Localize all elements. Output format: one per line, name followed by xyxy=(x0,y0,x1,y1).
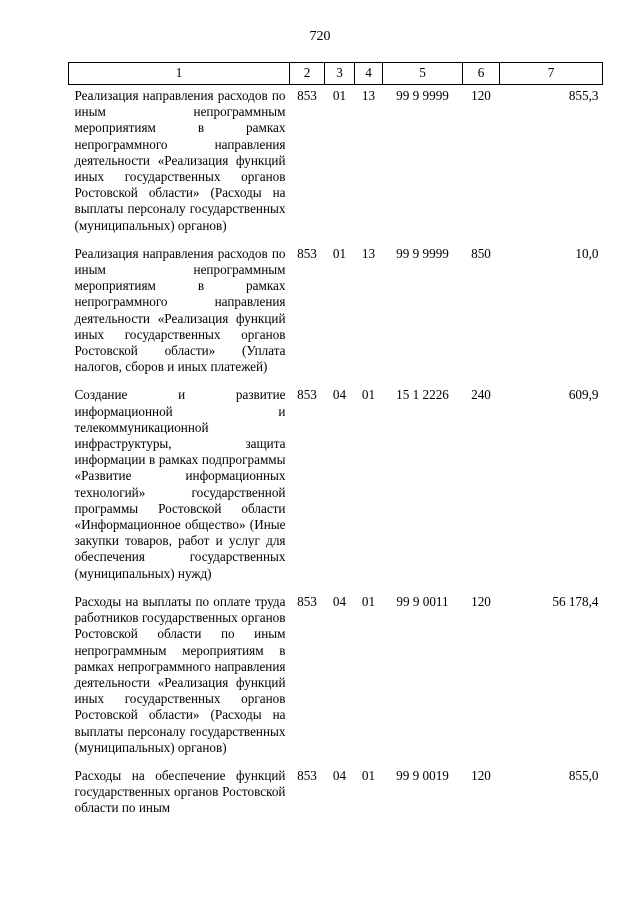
row-expense-type: 120 xyxy=(471,88,491,103)
row-ministry-code: 853 xyxy=(297,88,317,103)
row-target-article: 99 9 9999 xyxy=(396,88,449,103)
row-target-article: 99 9 0011 xyxy=(396,593,449,609)
row-expense-type: 240 xyxy=(471,387,491,403)
row-section-code: 04 xyxy=(332,387,347,403)
row-target-article: 15 1 2226 xyxy=(396,387,449,403)
row-description: Реализация направления расходов по иным непрограммным мероприятиям в рамках непрограммного направления деятельности «Реализация функций иных государственных органов Ростовской области» (Уплата налогов, сборов и иных платежей) xyxy=(74,245,286,375)
row-subsection-code: 13 xyxy=(361,88,376,103)
row-amount: 56 178,4 xyxy=(552,593,599,609)
row-ministry-code: 853 xyxy=(297,593,317,609)
row-ministry-code: 853 xyxy=(297,245,317,261)
row-subsection-code: 01 xyxy=(361,387,376,403)
row-subsection-code: 01 xyxy=(361,593,376,609)
row-ministry-code: 853 xyxy=(297,387,317,403)
table-row xyxy=(69,591,603,765)
header-col-2: 2 xyxy=(290,63,325,85)
row-section-code: 04 xyxy=(332,767,347,783)
header-col-7: 7 xyxy=(500,63,603,85)
budget-table xyxy=(68,62,603,826)
row-amount: 855,0 xyxy=(568,767,599,783)
row-subsection-code: 13 xyxy=(361,245,376,261)
header-col-1: 1 xyxy=(69,63,290,85)
row-description: Реализация направления расходов по иным непрограммным мероприятиям в рамках непрограммного направления деятельности «Реализация функций иных государственных органов Ростовской области» (Расходы на выплаты персоналу государственных (муниципальных) органов) xyxy=(74,88,286,233)
row-description: Расходы на обеспечение функций государственных органов Ростовской области по иным xyxy=(74,767,286,816)
row-amount: 10,0 xyxy=(575,245,599,261)
row-section-code: 04 xyxy=(332,593,347,609)
table-row xyxy=(69,85,603,243)
table-row xyxy=(69,243,603,385)
row-subsection-code: 01 xyxy=(361,767,376,783)
row-target-article: 99 9 0019 xyxy=(396,767,449,783)
header-col-3: 3 xyxy=(325,63,355,85)
header-col-6: 6 xyxy=(463,63,500,85)
table-row xyxy=(69,765,603,826)
page-number: 720 xyxy=(309,29,331,44)
row-expense-type: 120 xyxy=(471,767,491,783)
row-section-code: 01 xyxy=(332,88,347,103)
row-amount: 609,9 xyxy=(568,387,599,403)
table-header-row xyxy=(69,63,603,85)
header-col-4: 4 xyxy=(355,63,383,85)
row-ministry-code: 853 xyxy=(297,767,317,783)
row-target-article: 99 9 9999 xyxy=(396,245,449,261)
row-description: Расходы на выплаты по оплате труда работников государственных органов Ростовской области по иным непрограммным мероприятиям в рамках непрограммного направления деятельности «Реализация функций иных государственных органов Ростовской области» (Расходы на выплаты персоналу государственных (муниципальных) органов) xyxy=(74,593,286,755)
header-col-5: 5 xyxy=(383,63,463,85)
table-row xyxy=(69,384,603,590)
row-expense-type: 850 xyxy=(471,245,491,261)
row-description: Создание и развитие информационной и телекоммуникационной инфраструктуры, защита информации в рамках подпрограммы «Развитие информационных технологий» государственной программы Ростовской области «Информационное общество» (Иные закупки товаров, работ и услуг для обеспечения государственных (муниципальных) нужд) xyxy=(74,387,286,581)
row-expense-type: 120 xyxy=(471,593,491,609)
row-amount: 855,3 xyxy=(568,88,599,103)
row-section-code: 01 xyxy=(332,245,347,261)
